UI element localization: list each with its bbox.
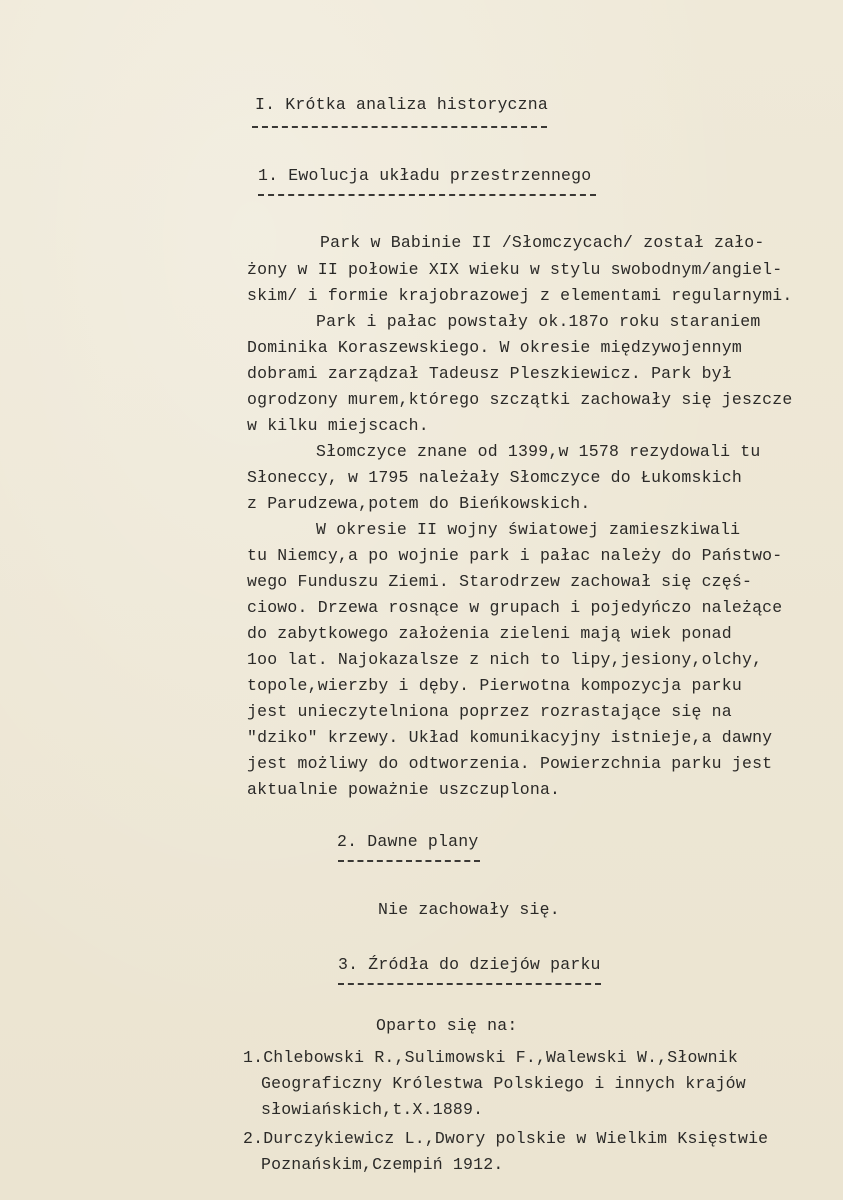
section-1-underline xyxy=(258,194,596,196)
body-line: jest unieczytelniona poprzez rozrastające się na xyxy=(247,702,732,721)
body-line: Park i pałac powstały ok.187o roku staraniem xyxy=(316,312,761,331)
body-line: aktualnie poważnie uszczuplona. xyxy=(247,780,561,799)
body-line: Słomczyce znane od 1399,w 1578 rezydowali tu xyxy=(316,442,761,461)
section-1-title: 1. Ewolucja układu przestrzennego xyxy=(258,166,592,185)
section-3-intro: Oparto się na: xyxy=(376,1016,518,1035)
body-line: ciowo. Drzewa rosnące w grupach i pojedyńczo należące xyxy=(247,598,783,617)
section-3-title: 3. Źródła do dziejów parku xyxy=(338,955,601,974)
body-line: topole,wierzby i dęby. Pierwotna kompozycja parku xyxy=(247,676,742,695)
body-line: Dominika Koraszewskiego. W okresie międzywojennym xyxy=(247,338,742,357)
body-line: wego Funduszu Ziemi. Starodrzew zachował się częś- xyxy=(247,572,753,591)
body-line: "dziko" krzewy. Układ komunikacyjny istnieje,a dawny xyxy=(247,728,773,747)
document-heading: I. Krótka analiza historyczna xyxy=(255,95,548,114)
section-2-text: Nie zachowały się. xyxy=(378,900,560,919)
reference-line: Geograficzny Królestwa Polskiego i innych krajów xyxy=(261,1074,746,1093)
reference-line: 1.Chlebowski R.,Sulimowski F.,Walewski W.,Słownik xyxy=(243,1048,738,1067)
section-2-title: 2. Dawne plany xyxy=(337,832,479,851)
section-2-underline xyxy=(338,860,480,862)
body-line: ogrodzony murem,którego szczątki zachowały się jeszcze xyxy=(247,390,793,409)
body-line: 1oo lat. Najokazalsze z nich to lipy,jesiony,olchy, xyxy=(247,650,763,669)
body-line: żony w II połowie XIX wieku w stylu swobodnym/angiel- xyxy=(247,260,783,279)
body-line: W okresie II wojny światowej zamieszkiwali xyxy=(316,520,741,539)
body-line: jest możliwy do odtworzenia. Powierzchnia parku jest xyxy=(247,754,773,773)
heading-underline xyxy=(252,126,547,128)
body-line: tu Niemcy,a po wojnie park i pałac należy do Państwo- xyxy=(247,546,783,565)
body-line: Słoneccy, w 1795 należały Słomczyce do Łukomskich xyxy=(247,468,742,487)
body-line: skim/ i formie krajobrazowej z elementami regularnymi. xyxy=(247,286,793,305)
reference-line: 2.Durczykiewicz L.,Dwory polskie w Wielkim Księstwie xyxy=(243,1129,769,1148)
reference-line: słowiańskich,t.X.1889. xyxy=(261,1100,484,1119)
body-line: Park w Babinie II /Słomczycach/ został zało- xyxy=(320,233,765,252)
section-3-underline xyxy=(338,983,601,985)
body-line: do zabytkowego założenia zieleni mają wiek ponad xyxy=(247,624,732,643)
body-line: dobrami zarządzał Tadeusz Pleszkiewicz. Park był xyxy=(247,364,732,383)
body-line: w kilku miejscach. xyxy=(247,416,429,435)
body-line: z Parudzewa,potem do Bieńkowskich. xyxy=(247,494,591,513)
reference-line: Poznańskim,Czempiń 1912. xyxy=(261,1155,504,1174)
